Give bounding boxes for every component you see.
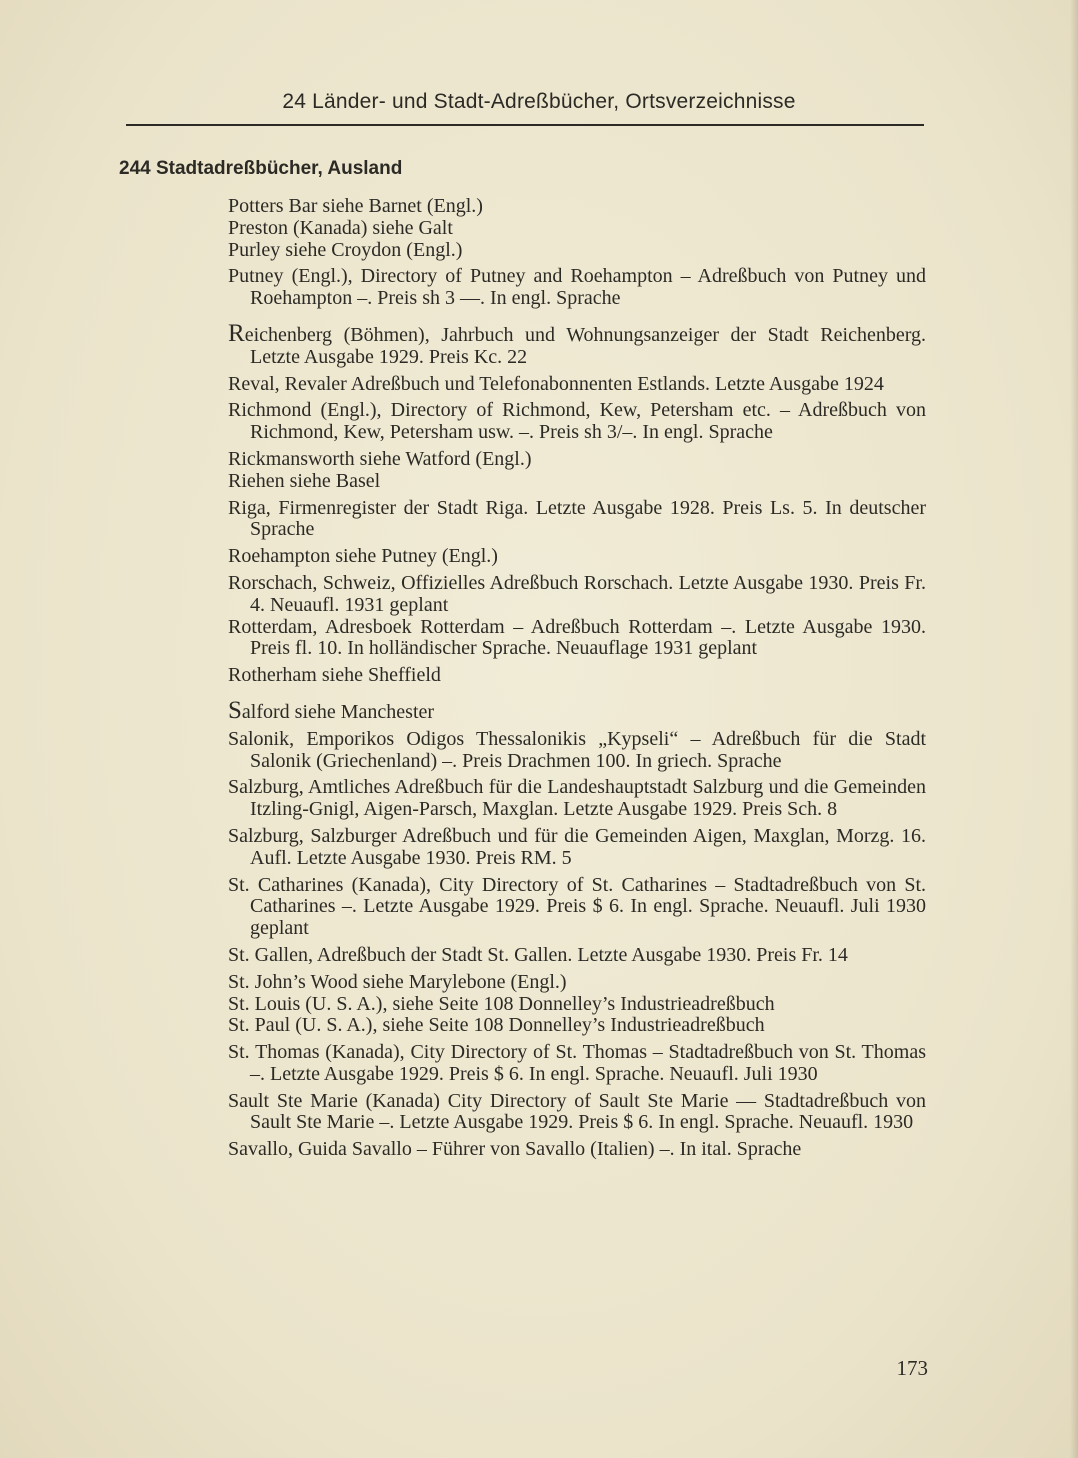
- entry: St. Gallen, Adreßbuch der Stadt St. Gallen. Letzte Ausgabe 1930. Preis Fr. 14: [228, 943, 848, 966]
- entry: Rotterdam, Adresboek Rotterdam – Adreßbuch Rotterdam –. Letzte Ausgabe 1930. Preis fl. 10. In holländischer Sprache. Neuauflage 1931 geplant: [228, 615, 926, 660]
- entry: St. Thomas (Kanada), City Directory of St. Thomas – Stadtadreßbuch von St. Thomas –. Letzte Ausgabe 1929. Preis $ 6. In engl. Sprache. Neuaufl. Juli 1930: [228, 1041, 926, 1085]
- entry: Potters Bar siehe Barnet (Engl.): [228, 195, 483, 217]
- entry: Putney (Engl.), Directory of Putney and Roehampton – Adreßbuch von Putney und Roehampton –. Preis sh 3 —. In engl. Sprache: [228, 265, 926, 310]
- entry: Salzburg, Amtliches Adreßbuch für die Landeshauptstadt Salzburg und die Gemeinden Itzling-Gnigl, Aigen-Parsch, Maxglan. Letzte Ausgabe 1929. Preis Sch. 8: [228, 776, 926, 821]
- entry: Rorschach, Schweiz, Offizielles Adreßbuch Rorschach. Letzte Ausgabe 1930. Preis Fr. 4. Neuaufl. 1931 geplant: [228, 571, 926, 616]
- entry: Richmond (Engl.), Directory of Richmond, Kew, Petersham etc. – Adreßbuch von Richmond, Kew, Petersham usw. –. Preis sh 3/–. In engl. Sprache: [228, 399, 926, 444]
- entry: Salonik, Emporikos Odigos Thessalonikis „Kypseli“ – Adreßbuch für die Stadt Salonik (Griechenland) –. Preis Drachmen 100. In griech. Sprache: [228, 727, 926, 772]
- entry: St. Catharines (Kanada), City Directory of St. Catharines – Stadtadreßbuch von St. Catharines –. Letzte Ausgabe 1929. Preis $ 6. In engl. Sprache. Neuaufl. Juli 1930 geplant: [228, 873, 926, 940]
- entry: St. Louis (U. S. A.), siehe Seite 108 Donnelley’s Industrieadreßbuch: [228, 992, 775, 1015]
- entry: Roehampton siehe Putney (Engl.): [228, 545, 498, 568]
- entry-letter-r: [228, 319, 926, 369]
- header-rule: [126, 124, 924, 126]
- page-edge-shadow: [1070, 0, 1078, 1458]
- entry-letter-s: [228, 696, 926, 724]
- entry: Reval, Revaler Adreßbuch und Telefonabonnenten Estlands. Letzte Ausgabe 1924: [228, 372, 884, 395]
- entry: Salzburg, Salzburger Adreßbuch und für die Gemeinden Aigen, Maxglan, Morzg. 16. Aufl. Letzte Ausgabe 1930. Preis RM. 5: [228, 824, 926, 869]
- entry: St. Paul (U. S. A.), siehe Seite 108 Donnelley’s Industrieadreßbuch: [228, 1014, 765, 1037]
- entry: Sault Ste Marie (Kanada) City Directory of Sault Ste Marie — Stadtadreßbuch von Sault Ste Marie –. Letzte Ausgabe 1929. Preis $ 6. In engl. Sprache. Neuaufl. 1930: [228, 1089, 926, 1134]
- section-initial-r: R: [228, 319, 245, 347]
- entry: Rickmansworth siehe Watford (Engl.): [228, 447, 532, 470]
- page-number: 173: [896, 1356, 928, 1380]
- entry-list: [228, 196, 926, 1166]
- entry-text: eichenberg (Böhmen), Jahrbuch und Wohnungsanzeiger der Stadt Reichenberg. Letzte Ausgabe 1929. Preis Kc. 22: [244, 323, 926, 368]
- entry-text: alford siehe Manchester: [241, 700, 435, 723]
- entry: Riga, Firmenregister der Stadt Riga. Letzte Ausgabe 1928. Preis Ls. 5. In deutscher Sprache: [228, 496, 926, 541]
- section-title: 244 Stadtadreßbücher, Ausland: [119, 158, 403, 179]
- entry: Purley siehe Croydon (Engl.): [228, 238, 463, 261]
- entry: Riehen siehe Basel: [228, 469, 381, 492]
- entry: Rotherham siehe Sheffield: [228, 664, 441, 687]
- entry: Savallo, Guida Savallo – Führer von Savallo (Italien) –. In ital. Sprache: [228, 1138, 802, 1161]
- section-initial-s: S: [228, 696, 242, 724]
- running-head: 24 Länder- und Stadt-Adreßbücher, Ortsverzeichnisse: [282, 90, 796, 113]
- entry: St. John’s Wood siehe Marylebone (Engl.): [228, 970, 567, 993]
- entry: Preston (Kanada) siehe Galt: [228, 216, 453, 239]
